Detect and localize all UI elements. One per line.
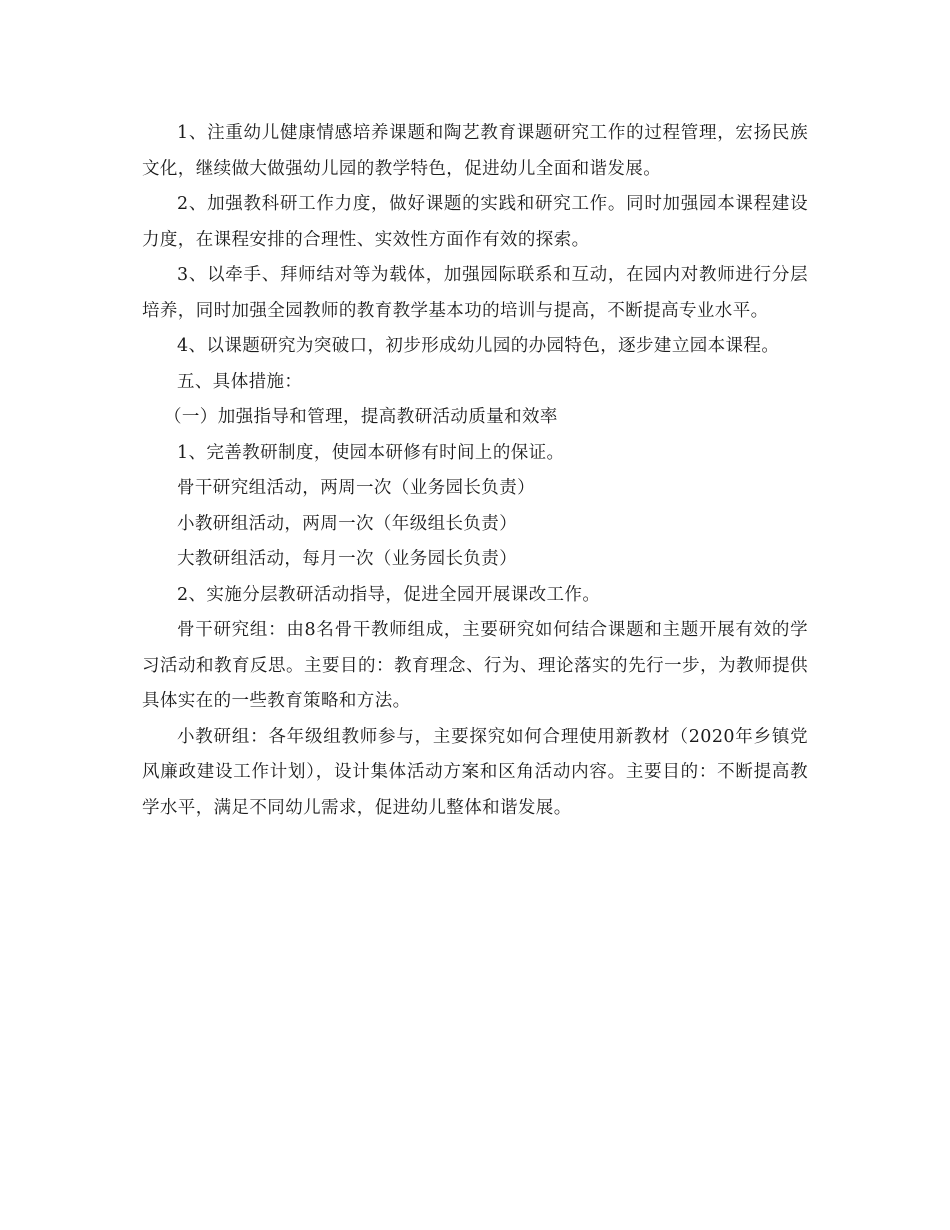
paragraph-goal-3: 3、以牵手、拜师结对等为载体，加强园际联系和互动，在园内对教师进行分层培养，同时加强全园教师的教育教学基本功的培训与提高，不断提高专业水平。 xyxy=(142,265,808,321)
paragraph-measure-1: 1、完善教研制度，使园本研修有时间上的保证。 xyxy=(177,442,565,463)
paragraph-small-group-detail: 小教研组：各年级组教师参与，主要探究如何合理使用新教材（2020年乡镇党风廉政建设工作计划），设计集体活动方案和区角活动内容。主要目的：不断提高教学水平，满足不同幼儿需求，促进幼儿整体和谐发展。 xyxy=(142,726,808,818)
paragraph-goal-2: 2、加强教科研工作力度，做好课题的实践和研究工作。同时加强园本课程建设力度，在课程安排的合理性、实效性方面作有效的探索。 xyxy=(142,194,808,250)
subsection-heading-1: （一）加强指导和管理，提高教研活动质量和效率 xyxy=(164,407,558,427)
paragraph-measure-2: 2、实施分层教研活动指导，促进全园开展课改工作。 xyxy=(177,584,601,605)
paragraph-backbone-group-detail: 骨干研究组：由8名骨干教师组成，主要研究如何结合课题和主题开展有效的学习活动和教育反思。主要目的：教育理念、行为、理论落实的先行一步，为教师提供具体实在的一些教育策略和方法。 xyxy=(142,620,808,711)
section-heading-measures: 五、具体措施： xyxy=(177,371,303,392)
document-body xyxy=(142,116,808,826)
paragraph-goal-4: 4、以课题研究为突破口，初步形成幼儿园的办园特色，逐步建立园本课程。 xyxy=(177,336,780,356)
list-item-large-group: 大教研组活动，每月一次（业务园长负责） xyxy=(177,549,518,569)
list-item-backbone-group: 骨干研究组活动，两周一次（业务园长负责） xyxy=(177,478,535,498)
paragraph-goal-1: 1、注重幼儿健康情感培养课题和陶艺教育课题研究工作的过程管理，宏扬民族文化，继续做大做强幼儿园的教学特色，促进幼儿全面和谐发展。 xyxy=(142,123,808,179)
list-item-small-group: 小教研组活动，两周一次（年级组长负责） xyxy=(177,513,518,534)
